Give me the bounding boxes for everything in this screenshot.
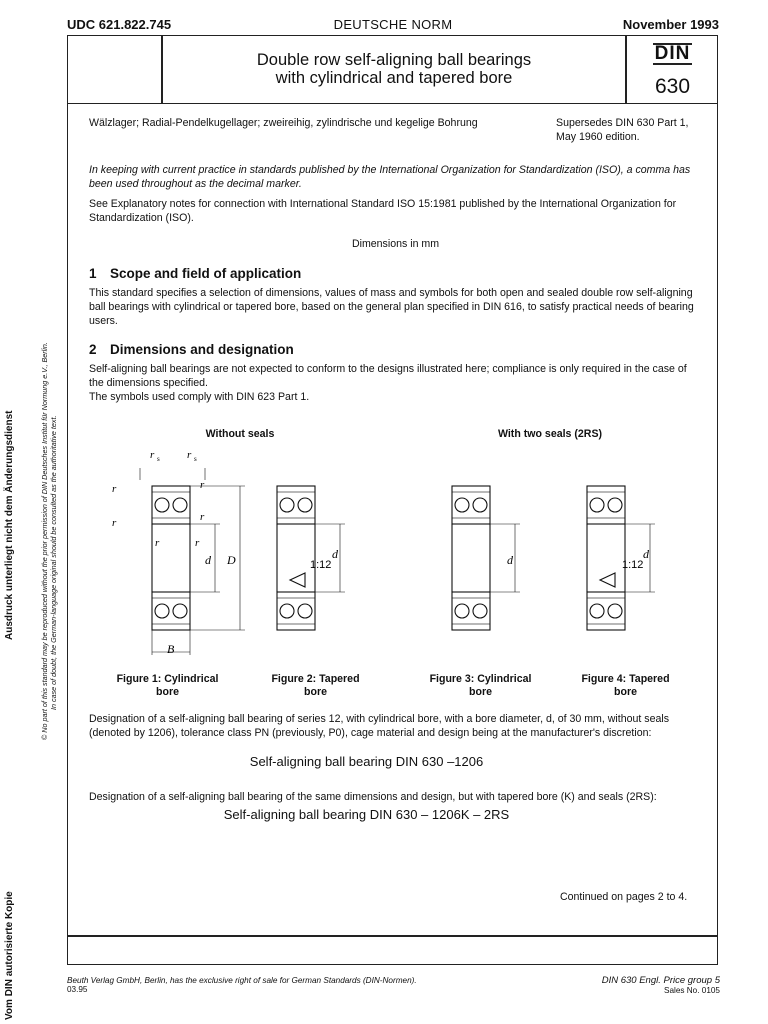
taper-label: 1:12: [622, 559, 644, 571]
dim-d: d: [507, 553, 513, 567]
rs-label: r: [112, 483, 117, 495]
side-change-note: Ausdruck unterliegt nicht dem Änderungsdienst: [4, 410, 15, 640]
section-2-body: Self-aligning ball bearings are not expected to conform to the designs illustrated here; compliance is only required in the case of the dimensions specified.: [89, 363, 687, 389]
legal-strip: [40, 270, 70, 740]
supersedes-note: Supersedes DIN 630 Part 1, May 1960 edition.: [556, 117, 689, 143]
din-number: 630: [654, 75, 691, 98]
group-with-seals: With two seals (2RS): [497, 428, 603, 440]
explanatory-note: See Explanatory notes for connection with International Standard ISO 15:1981 published by the International Organization for Standardization (ISO).: [89, 198, 677, 224]
example-1: Self-aligning ball bearing DIN 630 –1206: [249, 754, 484, 769]
german-title: Wälzlager; Radial-Pendelkugellager; zweireihig, zylindrische und kegelige Bohrung: [89, 117, 478, 129]
designation-2: Designation of a self-aligning ball bearing of the same dimensions and design, but with tapered bore (K) and seals (2RS):: [89, 791, 657, 803]
divider: [67, 935, 718, 937]
dim-d: d: [205, 553, 211, 567]
rs-label: r: [187, 449, 192, 461]
dim-D: D: [227, 553, 236, 567]
dim-d: d: [332, 547, 338, 561]
rs-label: r: [112, 517, 117, 529]
footer-left: Beuth Verlag GmbH, Berlin, has the exclusive right of sale for German Standards (DIN-Normen). 03.95: [67, 976, 417, 994]
rs-sub: s: [194, 455, 197, 463]
section-1-heading: 1 Scope and field of application: [89, 266, 302, 281]
section-1-body: This standard specifies a selection of dimensions, values of mass and symbols for both open and sealed double row self-aligning ball bearings with cylindrical or tapered bore, based on the general plan specified in DIN 616, to satisfy practical needs of bearing users.: [89, 287, 694, 327]
figure-2-caption: Figure 2: Tapered bore: [271, 673, 360, 698]
bearing-section-top: [152, 486, 190, 524]
dimensions-note: Dimensions in mm: [351, 238, 440, 250]
bearing-drawings: [95, 440, 715, 670]
rs-label: r: [155, 537, 160, 549]
legal-note-1: © No part of this standard may be reproduced without the prior permission of DIN Deutsches Institut für Normung e.V., Berlin.: [40, 342, 49, 740]
example-2: Self-aligning ball bearing DIN 630 – 1206K – 2RS: [223, 807, 510, 822]
dim-B: B: [167, 642, 175, 656]
footer-right: DIN 630 Engl. Price group 5 Sales No. 0105: [601, 975, 720, 995]
issue-date: November 1993: [622, 17, 719, 32]
dim-d: d: [643, 547, 649, 561]
page-title: Double row self-aligning ball bearings with cylindrical and tapered bore: [256, 51, 532, 87]
side-copy-note: Vom DIN autorisierte Kopie: [4, 891, 15, 1020]
rs-label: r: [200, 479, 205, 491]
rs-sub: s: [157, 455, 160, 463]
designation-1: Designation of a self-aligning ball bearing of series 12, with cylindrical bore, with a bore diameter, d, of 30 mm, without seals (denoted by 1206), tolerance class PN (previously, P0), cage material and design being at the manufacturer's discretion:: [89, 713, 670, 739]
side-strip: [2, 260, 18, 640]
title-block: [67, 35, 718, 104]
figure-1-caption: Figure 1: Cylindrical bore: [116, 673, 219, 698]
legal-note-2: In case of doubt, the German-language original should be consulted as the authoritative text.: [49, 415, 58, 710]
iso-note: In keeping with current practice in standards published by the International Organization for Standardization (ISO), a comma has been used throughout as the decimal marker.: [89, 164, 691, 190]
rs-label: r: [150, 449, 155, 461]
side-strip: [2, 640, 18, 1020]
rs-label: r: [200, 511, 205, 523]
rs-label: r: [195, 537, 200, 549]
section-2-symbols: The symbols used comply with DIN 623 Part 1.: [89, 391, 310, 403]
din-logo: DIN: [654, 43, 691, 64]
bearing-section-bottom: [152, 592, 190, 630]
udc-code: UDC 621.822.745: [67, 17, 172, 32]
continued-note: Continued on pages 2 to 4.: [560, 891, 688, 903]
figure-4-caption: Figure 4: Tapered bore: [581, 673, 670, 698]
top-bar: [67, 17, 719, 35]
group-without-seals: Without seals: [205, 428, 275, 440]
norm-label: DEUTSCHE NORM: [333, 17, 453, 32]
taper-label: 1:12: [310, 559, 332, 571]
section-2-heading: 2 Dimensions and designation: [89, 342, 294, 357]
figure-3-caption: Figure 3: Cylindrical bore: [429, 673, 532, 698]
